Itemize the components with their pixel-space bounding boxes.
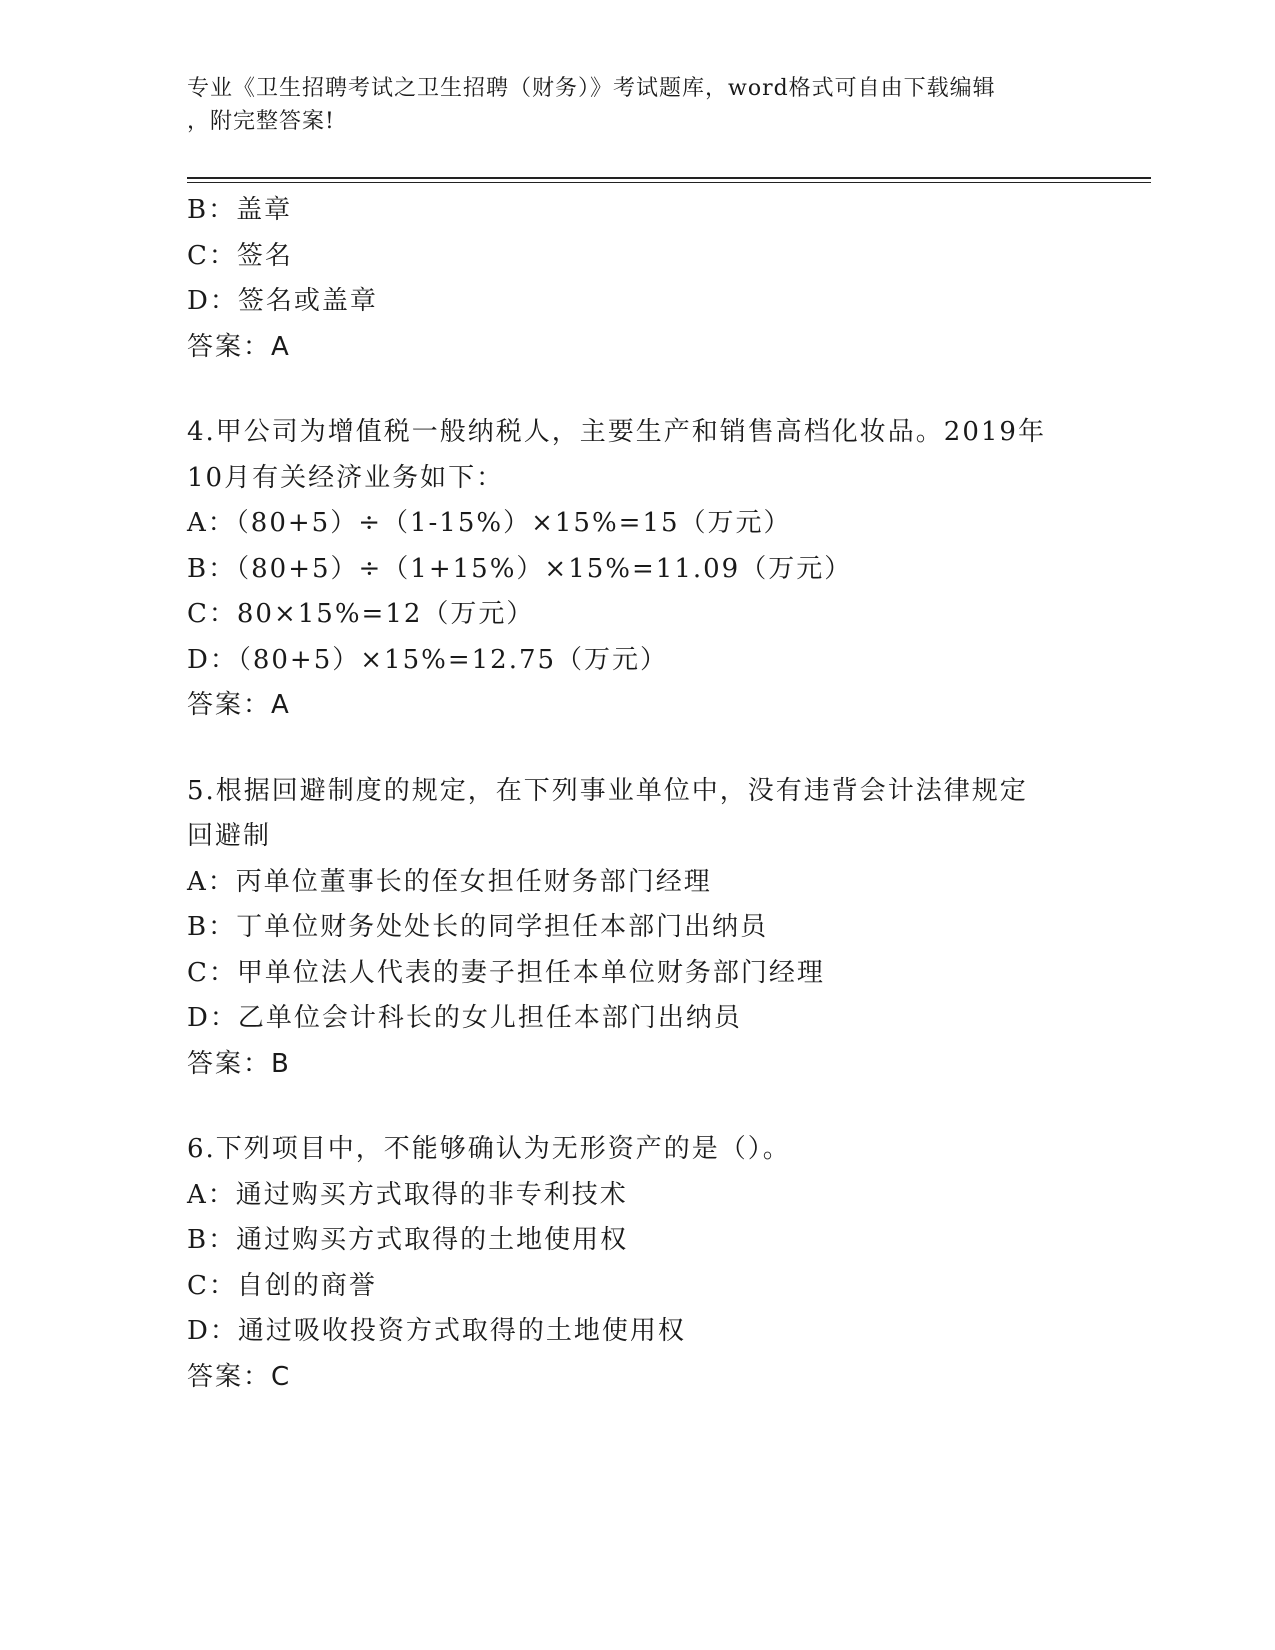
answer: 答案：A [187, 331, 291, 362]
answer: 答案：A [187, 690, 291, 720]
question-5 [187, 769, 1087, 1088]
document-header [187, 72, 1067, 138]
option-d: D：签名或盖章 [187, 286, 378, 316]
spacer [187, 729, 1087, 769]
question-stem-continued: 回避制 [187, 821, 272, 851]
header-line-2: ，附完整答案! [187, 109, 335, 134]
answer: 答案：B [187, 1048, 291, 1079]
question-6 [187, 1127, 1087, 1400]
spacer [187, 1087, 1087, 1127]
header-line-1: 专业《卫生招聘考试之卫生招聘（财务）》考试题库，word格式可自由下载编辑 [187, 76, 996, 101]
header-divider-thin [187, 182, 1151, 183]
option-d: D：通过吸收投资方式取得的土地使用权 [187, 1316, 686, 1346]
option-a: A：通过购买方式取得的非专利技术 [187, 1179, 628, 1210]
answer: 答案：C [187, 1361, 292, 1392]
question-stem-continued: 10月有关经济业务如下： [187, 462, 505, 493]
spacer [187, 370, 1087, 410]
option-c: C：自创的商誉 [187, 1270, 377, 1301]
option-c: C：签名 [187, 240, 293, 271]
question-stem: 5.根据回避制度的规定，在下列事业单位中，没有违背会计法律规定 [187, 775, 1028, 806]
option-c: C：甲单位法人代表的妻子担任本单位财务部门经理 [187, 957, 825, 988]
question-content [187, 188, 1087, 1400]
option-b: B：盖章 [187, 195, 293, 225]
option-a: A：丙单位董事长的侄女担任财务部门经理 [187, 866, 712, 897]
option-b: B：（80+5）÷（1+15%）×15%=11.09（万元） [187, 553, 853, 584]
option-a: A：（80+5）÷（1-15%）×15%=15（万元） [187, 508, 792, 538]
question-stem: 4.甲公司为增值税一般纳税人，主要生产和销售高档化妆品。2019年 [187, 417, 1046, 447]
option-c: C：80×15%=12（万元） [187, 599, 535, 629]
question-stem: 6.下列项目中，不能够确认为无形资产的是（）。 [187, 1134, 791, 1164]
option-b: B：丁单位财务处处长的同学担任本部门出纳员 [187, 912, 769, 942]
question-3-tail [187, 188, 1087, 370]
option-b: B：通过购买方式取得的土地使用权 [187, 1225, 629, 1255]
header-divider-thick [187, 177, 1151, 179]
option-d: D：乙单位会计科长的女儿担任本部门出纳员 [187, 1003, 742, 1033]
question-4 [187, 410, 1087, 729]
option-d: D：（80+5）×15%=12.75（万元） [187, 644, 669, 675]
